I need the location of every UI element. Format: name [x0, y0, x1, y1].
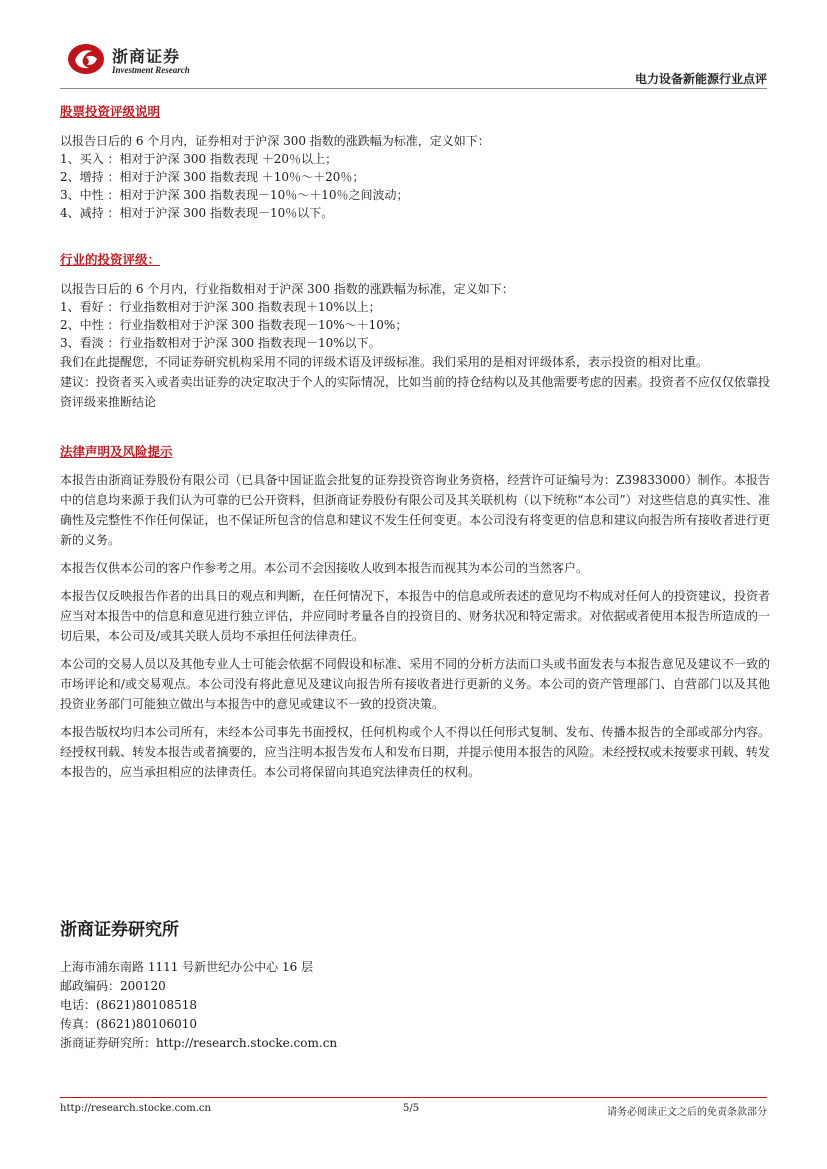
- header-divider: [60, 88, 767, 89]
- institute-name: 浙商证券研究所: [60, 920, 179, 940]
- footer-divider: [60, 1097, 767, 1098]
- institute-website[interactable]: 浙商证券研究所：http://research.stocke.com.cn: [60, 1036, 338, 1050]
- institute-postcode: 邮政编码：200120: [60, 979, 166, 993]
- legal-notice-body: [60, 470, 770, 782]
- stock-rating-line: 4、减持 ：相对于沪深 300 指数表现－10％以下。: [60, 206, 334, 220]
- footer-disclaimer-notice: 请务必阅读正文之后的免责条款部分: [607, 1107, 767, 1118]
- industry-rating-note: 我们在此提醒您，不同证券研究机构采用不同的评级术语及评级标准。我们采用的是相对评级体系，表示投资的相对比重。: [60, 355, 709, 369]
- stock-rating-line: 1、买入 ：相对于沪深 300 指数表现 ＋20％以上；: [60, 152, 338, 166]
- institute-phone: 电话：(8621)80108518: [60, 998, 197, 1012]
- industry-rating-line: 1、看好 ：行业指数相对于沪深 300 指数表现＋10%以上；: [60, 300, 381, 314]
- industry-rating-title: 行业的投资评级：: [60, 252, 161, 267]
- brand-name-cn: 浙商证券: [112, 47, 181, 66]
- industry-rating-line: 2、中性 ：行业指数相对于沪深 300 指数表现－10%～＋10%；: [60, 318, 408, 332]
- institute-fax: 传真：(8621)80106010: [60, 1017, 197, 1031]
- industry-rating-line: 以报告日后的 6 个月内，行业指数相对于沪深 300 指数的涨跌幅为标准，定义如下：: [60, 282, 514, 296]
- legal-paragraph: 本报告仅反映报告作者的出具日的观点和判断，在任何情况下，本报告中的信息或所表述的意见均不构成对任何人的投资建议，投资者应当对本报告中的信息和意见进行独立评估，并应同时考量各自的投资目的、财务状况和特定需求。对依据或者使用本报告所造成的一切后果，本公司及/或其关联人员均不承担任何法律责任。: [60, 589, 770, 643]
- main-content: [60, 102, 770, 790]
- stock-rating-title: 股票投资评级说明: [60, 104, 161, 119]
- industry-rating-line: 3、看淡 ：行业指数相对于沪深 300 指数表现－10%以下。: [60, 336, 381, 350]
- legal-paragraph: 本报告由浙商证券股份有限公司（已具备中国证监会批复的证券投资咨询业务资格，经营许可证编号为：Z39833000）制作。本报告中的信息均来源于我们认为可靠的已公开资料，但浙商证券股份有限公司及其关联机构（以下统称“本公司”）对这些信息的真实性、准确性及完整性不作任何保证，也不保证所包含的信息和建议不发生任何变更。本公司没有将变更的信息和建议向报告所有接收者进行更新的义务。: [60, 473, 770, 547]
- industry-rating-advice: 建议：投资者买入或者卖出证券的决定取决于个人的实际情况，比如当前的持仓结构以及其他需要考虑的因素。投资者不应仅仅依靠投资评级来推断结论: [60, 375, 770, 409]
- legal-paragraph: 本公司的交易人员以及其他专业人士可能会依据不同假设和标准、采用不同的分析方法而口头或书面发表与本报告意见及建议不一致的市场评论和/或交易观点。本公司没有将此意见及建议向报告所有接收者进行更新的义务。本公司的资产管理部门、自营部门以及其他投资业务部门可能独立做出与本报告中的意见或建议不一致的投资决策。: [60, 657, 770, 711]
- stock-rating-line: 2、增持 ：相对于沪深 300 指数表现 ＋10％～＋20％；: [60, 170, 365, 184]
- report-type: 电力设备新能源行业点评: [634, 72, 767, 86]
- industry-rating-body: [60, 280, 770, 412]
- institute-contact: [60, 958, 337, 1053]
- legal-paragraph: 本报告版权均归本公司所有，未经本公司事先书面授权，任何机构或个人不得以任何形式复制、发布、传播本报告的全部或部分内容。经授权刊载、转发本报告或者摘要的，应当注明本报告发布人和发布日期，并提示使用本报告的风险。未经授权或未按要求刊载、转发本报告的，应当承担相应的法律责任。本公司将保留向其追究法律责任的权利。: [60, 725, 770, 779]
- legal-paragraph: 本报告仅供本公司的客户作参考之用。本公司不会因接收人收到本报告而视其为本公司的当然客户。: [60, 561, 589, 575]
- page-header: [0, 0, 827, 100]
- stock-rating-body: [60, 132, 770, 222]
- stock-rating-line: 以报告日后的 6 个月内，证券相对于沪深 300 指数的涨跌幅为标准，定义如下：: [60, 134, 490, 148]
- logo-icon: [66, 40, 106, 76]
- legal-notice-title: 法律声明及风险提示: [60, 444, 173, 459]
- footer-url[interactable]: http://research.stocke.com.cn: [60, 1103, 211, 1114]
- brand-name-en: Investment Research: [112, 65, 190, 75]
- institute-address: 上海市浦东南路 1111 号新世纪办公中心 16 层: [60, 960, 314, 974]
- stock-rating-line: 3、中性 ：相对于沪深 300 指数表现－10％～＋10％之间波动；: [60, 188, 409, 202]
- page-number: 5/5: [403, 1103, 420, 1114]
